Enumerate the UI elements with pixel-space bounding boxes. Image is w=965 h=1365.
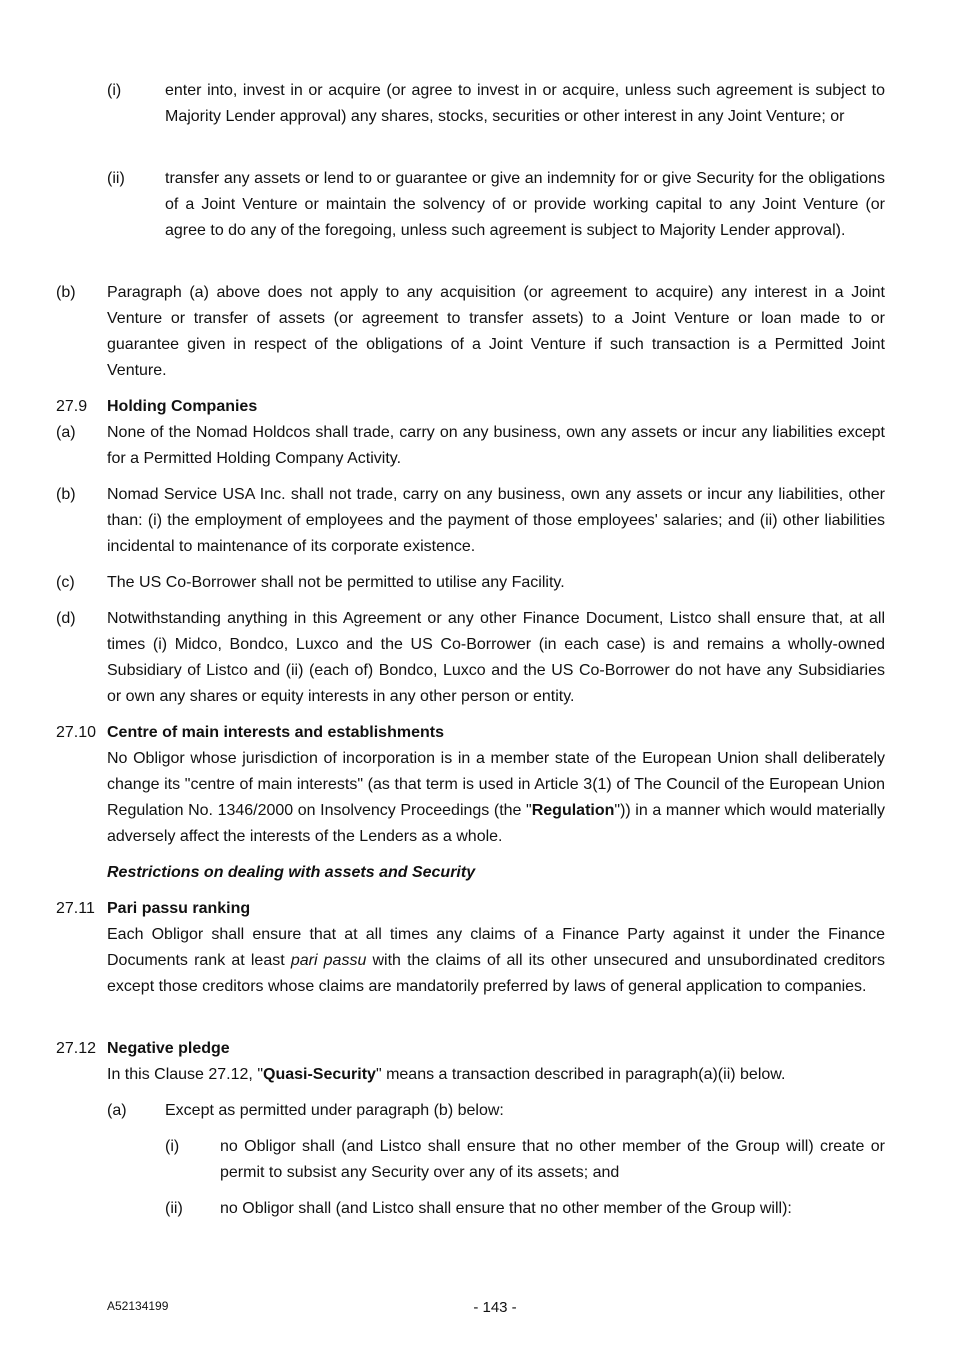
- list-label: (a): [56, 424, 76, 441]
- list-label: (a): [107, 1102, 127, 1119]
- list-label: (b): [56, 284, 76, 301]
- paragraph: In this Clause 27.12, "Quasi-Security" means a transaction described in paragraph(a)(ii) below.: [107, 1066, 786, 1083]
- clause-number: 27.9: [56, 398, 88, 415]
- clause-heading: Holding Companies: [107, 398, 258, 415]
- list-label: (b): [56, 486, 76, 503]
- list-label: (ii): [107, 170, 125, 187]
- list-item: Notwithstanding anything in this Agreement or any other Finance Document, Listco shall ensure that, at all times (i) Midco, Bondco, Luxco and the US Co-Borrower (in each case) is and remains a wholly-owned Subsidiary of Listco and (ii) (each of) Bondco, Luxco and the US Co-Borrower do not have any Subsidiaries or own any shares or equity interests in any other person or entity.: [107, 610, 885, 705]
- italic-term: pari passu: [290, 952, 367, 969]
- list-item: transfer any assets or lend to or guarantee or give an indemnity for or give Security for the obligations of a Joint Venture or maintain the solvency of or provide working capital to any Joint Venture (or agree to do any of the foregoing, unless such agreement is subject to Majority Lender approval).: [165, 170, 885, 239]
- list-item: The US Co-Borrower shall not be permitted to utilise any Facility.: [107, 574, 565, 591]
- clause-number: 27.11: [56, 900, 95, 917]
- defined-term: Quasi-Security: [263, 1066, 376, 1083]
- page-number: - 143 -: [473, 1299, 517, 1316]
- paragraph: Each Obligor shall ensure that at all times any claims of a Finance Party against it under the Finance Documents rank at least pari passu with the claims of all its other unsecured and unsubordinated creditors except those creditors whose claims are mandatorily preferred by laws of general application to companies.: [107, 926, 885, 995]
- list-item: Nomad Service USA Inc. shall not trade, carry on any business, own any assets or incur any liabilities, other than: (i) the employment of employees and the payment of those employees' salaries; and (ii) other liabilities incidental to maintenance of its corporate existence.: [107, 486, 885, 555]
- clause-number: 27.10: [56, 724, 97, 741]
- list-item: no Obligor shall (and Listco shall ensure that no other member of the Group will) create or permit to subsist any Security over any of its assets; and: [220, 1138, 885, 1181]
- list-label: (i): [107, 82, 122, 99]
- clause-heading: Centre of main interests and establishments: [107, 724, 444, 741]
- paragraph: No Obligor whose jurisdiction of incorporation is in a member state of the European Union shall deliberately change its "centre of main interests" (as that term is used in Article 3(1) of The Council of the European Union Regulation No. 1346/2000 on Insolvency Proceedings (the "Regulation")) in a manner which would materially adversely affect the interests of the Lenders as a whole.: [107, 750, 886, 845]
- list-item: no Obligor shall (and Listco shall ensure that no other member of the Group will):: [220, 1200, 792, 1217]
- list-item: enter into, invest in or acquire (or agree to invest in or acquire, unless such agreement is subject to Majority Lender approval) any shares, stocks, securities or other interest in any Joint Venture; or: [165, 82, 885, 125]
- list-item: None of the Nomad Holdcos shall trade, carry on any business, own any assets or incur any liabilities except for a Permitted Holding Company Activity.: [107, 424, 885, 467]
- list-label: (d): [56, 610, 76, 627]
- list-label: (i): [165, 1138, 180, 1155]
- clause-number: 27.12: [56, 1040, 97, 1057]
- clause-heading: Pari passu ranking: [107, 900, 251, 917]
- defined-term: Regulation: [531, 802, 615, 819]
- clause-heading: Negative pledge: [107, 1040, 230, 1057]
- section-heading: Restrictions on dealing with assets and Security: [107, 864, 476, 881]
- list-label: (ii): [165, 1200, 183, 1217]
- document-reference: A52134199: [107, 1299, 169, 1313]
- paragraph: Paragraph (a) above does not apply to any acquisition (or agreement to acquire) any interest in a Joint Venture or transfer of assets (or agreement to transfer assets) to a Joint Venture or loan made to or guarantee given in respect of the obligations of a Joint Venture if such transaction is a Permitted Joint Venture.: [107, 284, 885, 379]
- list-label: (c): [56, 574, 75, 591]
- list-item: Except as permitted under paragraph (b) below:: [165, 1102, 504, 1119]
